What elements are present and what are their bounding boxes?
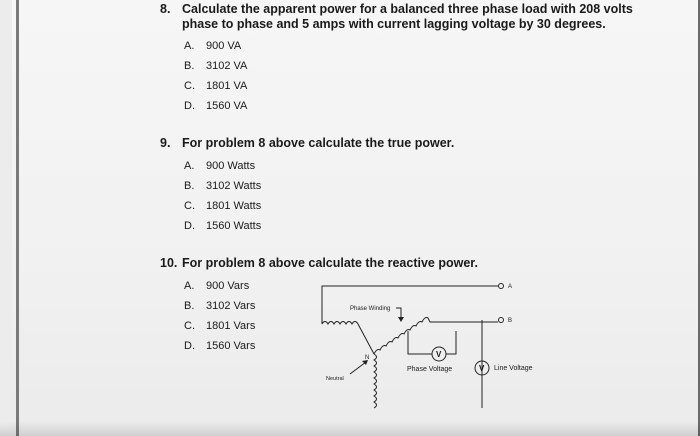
option-value: 1801 Watts — [206, 200, 262, 212]
neutral-label: Neutral — [326, 376, 344, 382]
option-letter: C. — [184, 80, 195, 92]
question-8-number: 8. — [160, 2, 171, 16]
option-9b[interactable] — [184, 176, 261, 196]
option-10b[interactable] — [184, 296, 255, 316]
option-8a[interactable] — [184, 36, 247, 56]
question-8-options — [184, 36, 247, 116]
option-value: 900 VA — [206, 40, 242, 52]
neutral-winding-coil — [374, 354, 377, 408]
terminal-a — [499, 284, 504, 289]
terminal-b-label: B — [508, 318, 513, 324]
question-8-text: Calculate the apparent power for a balanced three phase load with 208 volts phase to phase and 5 amps with current lagging voltage by 30 degrees. — [182, 2, 633, 31]
question-10-number: 10. — [160, 256, 178, 270]
phase-voltage-lead-right — [446, 331, 456, 354]
line-voltage-label: Line Voltage — [494, 365, 533, 372]
question-9 — [160, 136, 454, 150]
option-value: 3102 Vars — [206, 300, 256, 312]
line-meter-symbol: V — [479, 364, 485, 373]
question-9-options — [184, 156, 261, 236]
phase-winding-label: Phase Winding — [350, 306, 391, 312]
option-letter: D. — [184, 340, 195, 352]
phase-winding-coil-left — [322, 322, 374, 355]
option-value: 900 Watts — [206, 160, 256, 172]
neutral-pointer — [350, 362, 366, 374]
option-9a[interactable] — [184, 156, 261, 176]
option-letter: C. — [184, 200, 195, 212]
option-8b[interactable] — [184, 56, 247, 76]
option-10d[interactable] — [184, 336, 255, 356]
option-value: 1560 VA — [206, 100, 248, 112]
question-10 — [160, 256, 478, 270]
option-value: 1801 Vars — [206, 320, 256, 332]
option-value: 3102 VA — [206, 60, 248, 72]
option-letter: A. — [184, 40, 195, 52]
option-letter: D. — [184, 100, 195, 112]
option-letter: B. — [184, 60, 195, 72]
question-10-text: For problem 8 above calculate the reactive power. — [182, 256, 478, 270]
phase-winding-arrowhead — [398, 317, 404, 322]
option-letter: B. — [184, 300, 195, 312]
option-letter: A. — [184, 280, 195, 292]
question-9-number: 9. — [160, 136, 171, 150]
question-10-options — [184, 276, 255, 356]
option-letter: C. — [184, 320, 195, 332]
option-letter: B. — [184, 180, 195, 192]
left-margin-line — [16, 0, 19, 436]
option-9c[interactable] — [184, 196, 261, 216]
option-value: 900 Vars — [206, 280, 250, 292]
n-label: N — [365, 355, 370, 361]
phase-voltage-lead — [408, 331, 432, 354]
option-value: 1560 Watts — [206, 220, 262, 232]
question-8 — [160, 2, 680, 32]
question-9-text: For problem 8 above calculate the true power. — [182, 136, 455, 150]
option-letter: D. — [184, 220, 195, 232]
phase-meter-symbol: V — [436, 350, 442, 359]
line-a-wire — [322, 286, 498, 324]
wye-circuit-diagram — [310, 276, 560, 426]
phase-winding-pointer — [396, 308, 401, 318]
option-9d[interactable] — [184, 216, 261, 236]
phase-winding-coil-right — [374, 318, 498, 355]
option-value: 3102 Watts — [206, 180, 262, 192]
option-10a[interactable] — [184, 276, 255, 296]
option-10c[interactable] — [184, 316, 255, 336]
option-value: 1560 Vars — [206, 340, 256, 352]
phase-voltage-label: Phase Voltage — [407, 366, 453, 373]
option-value: 1801 VA — [206, 80, 248, 92]
option-8d[interactable] — [184, 96, 247, 116]
terminal-a-label: A — [508, 284, 513, 290]
option-letter: A. — [184, 160, 195, 172]
terminal-b — [499, 318, 504, 323]
option-8c[interactable] — [184, 76, 247, 96]
